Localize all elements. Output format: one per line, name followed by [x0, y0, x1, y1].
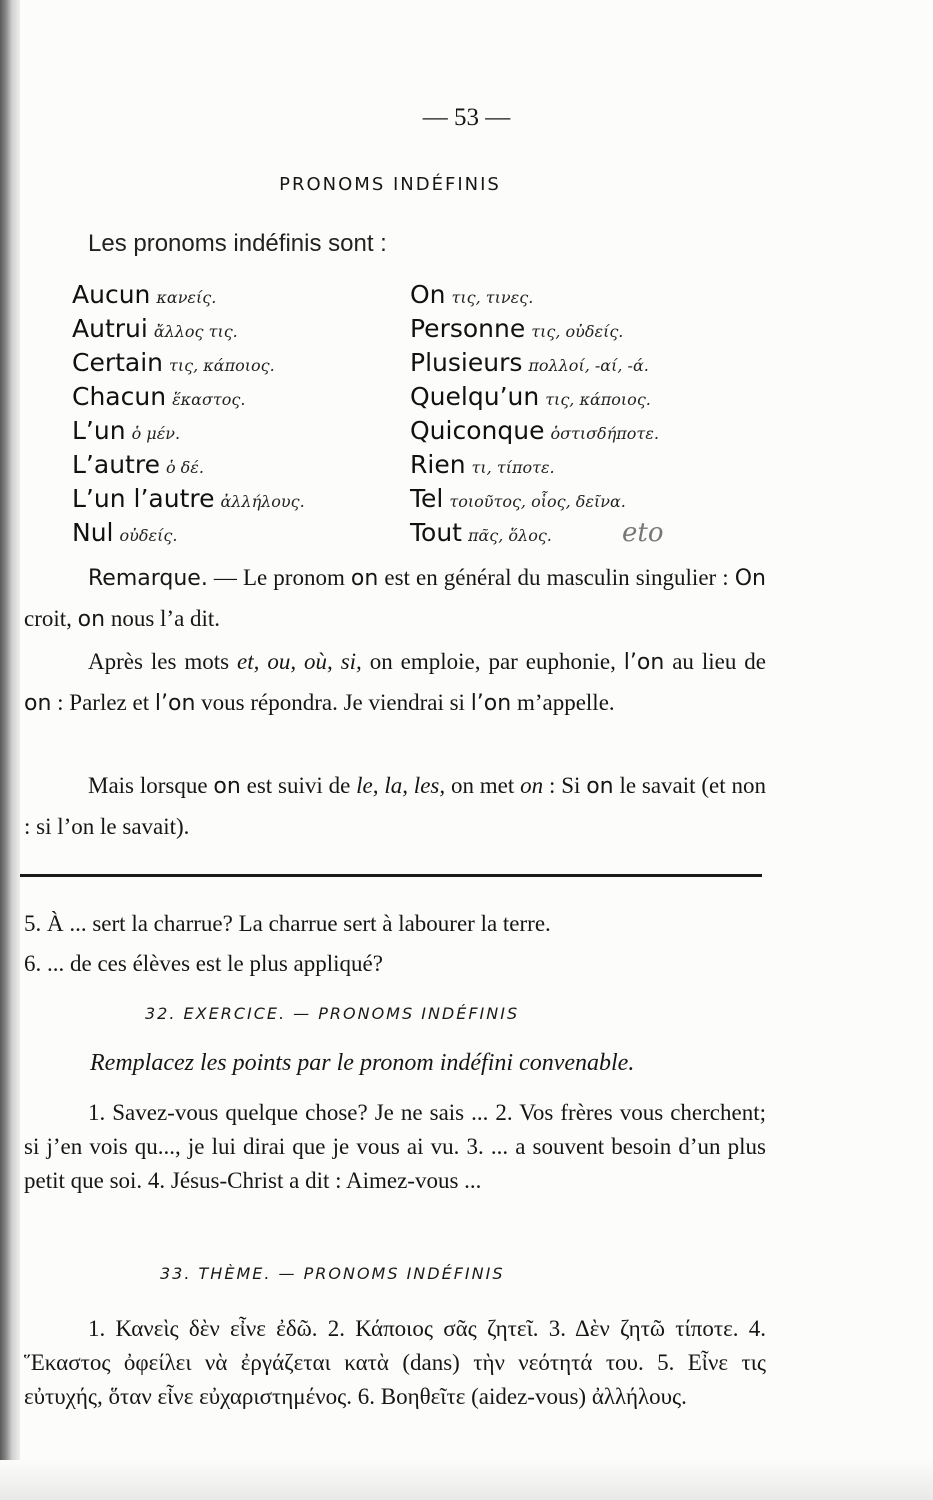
separator-rule	[20, 874, 762, 877]
pronoun-french: Tel	[410, 484, 444, 513]
previous-exercise	[24, 904, 766, 984]
pronoun-french: Autrui	[72, 314, 148, 343]
pronoun-greek: τι, τίποτε.	[471, 458, 555, 477]
pronoun-greek: τις, τινες.	[451, 288, 534, 307]
pronoun-greek: τοιοῦτος, οἷος, δεῖνα.	[449, 492, 626, 511]
pronoun-entry	[72, 380, 305, 414]
pronoun-greek: τις, οὐδείς.	[531, 322, 624, 341]
intro-text: Les pronoms indéfinis sont :	[88, 230, 387, 257]
remarque-label: Remarque.	[88, 566, 208, 591]
pronoun-french: L’autre	[72, 450, 160, 479]
pronoun-greek: κανείς.	[156, 288, 217, 307]
pronoun-french: Chacun	[72, 382, 167, 411]
pronoun-french: Plusieurs	[410, 348, 523, 377]
pronoun-entry	[410, 346, 659, 380]
pronoun-entry	[410, 312, 659, 346]
pronoun-entry	[410, 414, 659, 448]
pronoun-french: On	[410, 280, 446, 309]
pronoun-entry	[410, 448, 659, 482]
pronoun-greek: οὐδείς.	[119, 526, 178, 545]
exercise-line: 6. ... de ces élèves est le plus appliqué?	[24, 951, 383, 976]
pronoun-french: Tout	[410, 518, 462, 547]
mais-paragraph	[24, 766, 766, 847]
pronoun-french: L’un l’autre	[72, 484, 215, 513]
page-binding-shadow	[0, 0, 20, 1500]
pronoun-list-left	[72, 278, 305, 550]
page-number: — 53 —	[422, 104, 511, 131]
apres-text: Après les mots et, ou, où, si, on emploie, par euphonie, l’on au lieu de on : Parlez et l’on vous répondra. Je viendrai si l’on m’appelle.	[24, 649, 767, 716]
theme-33-heading: 33. THÈME. — PRONOMS INDÉFINIS	[160, 1264, 505, 1283]
pronoun-entry	[410, 380, 659, 414]
section-title: PRONOMS INDÉFINIS	[279, 174, 501, 195]
theme-33-text-block	[24, 1312, 766, 1414]
pronoun-greek: τις, κάποιος.	[169, 356, 275, 375]
pronoun-greek: ὁστισδήποτε.	[550, 424, 659, 443]
pronoun-entry	[410, 278, 659, 312]
theme-33-text: 1. Κανεὶς δὲν εἶνε ἐδῶ. 2. Κάποιος σᾶς ζητεῖ. 3. Δὲν ζητῶ τίποτε. 4. Ἕκαστος ὀφείλει νὰ ἐργάζεται κατὰ (dans) τὴν νεότητά του. 5. Εἶνε τις εὐτυχής, ὅταν εἶνε εὐχαριστημένος. 6. Βοηθεῖτε (aidez-vous) ἀλλήλους.	[24, 1316, 766, 1409]
pronoun-entry	[410, 482, 659, 516]
apres-paragraph	[24, 642, 766, 724]
pronoun-greek: πᾶς, ὅλος.	[467, 526, 552, 545]
exercise-32-heading: 32. EXERCICE. — PRONOMS INDÉFINIS	[145, 1004, 520, 1023]
pronoun-greek: ἕκαστος.	[172, 390, 246, 409]
pronoun-greek: ἄλλος τις.	[153, 322, 238, 341]
exercise-32-text-block	[24, 1096, 766, 1198]
pronoun-entry	[72, 414, 305, 448]
pronoun-greek: ἀλλήλους.	[220, 492, 305, 511]
pronoun-entry	[72, 346, 305, 380]
page-bottom-shadow	[0, 1460, 933, 1500]
pronoun-list-right	[410, 278, 659, 550]
pronoun-french: Aucun	[72, 280, 151, 309]
exercise-line: 5. À ... sert la charrue? La charrue sert à labourer la terre.	[24, 911, 551, 936]
remarque-paragraph	[24, 558, 766, 640]
handwritten-note: eto	[622, 518, 664, 548]
pronoun-entry	[72, 516, 305, 550]
pronoun-entry	[72, 448, 305, 482]
pronoun-greek: ὁ μέν.	[131, 424, 181, 443]
remarque-text: Remarque. — Le pronom on est en général du masculin singulier : On croit, on nous l’a dit.	[24, 565, 766, 632]
pronoun-greek: πολλοί, -αί, -ά.	[528, 356, 649, 375]
pronoun-french: L’un	[72, 416, 126, 445]
pronoun-french: Nul	[72, 518, 114, 547]
pronoun-greek: τις, κάποιος.	[545, 390, 651, 409]
mais-text: Mais lorsque on est suivi de le, la, les, on met on : Si on le savait (et non : si l’on le savait).	[24, 773, 766, 839]
pronoun-french: Quiconque	[410, 416, 545, 445]
pronoun-entry	[72, 278, 305, 312]
exercise-32-text: 1. Savez-vous quelque chose? Je ne sais ... 2. Vos frères vous cherchent; si j’en vois qu..., je lui dirai que je vous ai vu. 3. ... a souvent besoin d’un plus petit que soi. 4. Jésus-Christ a dit : Aimez-vous ...	[24, 1100, 766, 1193]
pronoun-french: Rien	[410, 450, 466, 479]
pronoun-greek: ὁ δέ.	[165, 458, 204, 477]
pronoun-entry	[72, 312, 305, 346]
pronoun-french: Certain	[72, 348, 164, 377]
exercise-32-instruction: Remplacez les points par le pronom indéfini convenable.	[90, 1050, 635, 1076]
pronoun-french: Personne	[410, 314, 526, 343]
pronoun-french: Quelqu’un	[410, 382, 540, 411]
pronoun-entry	[72, 482, 305, 516]
